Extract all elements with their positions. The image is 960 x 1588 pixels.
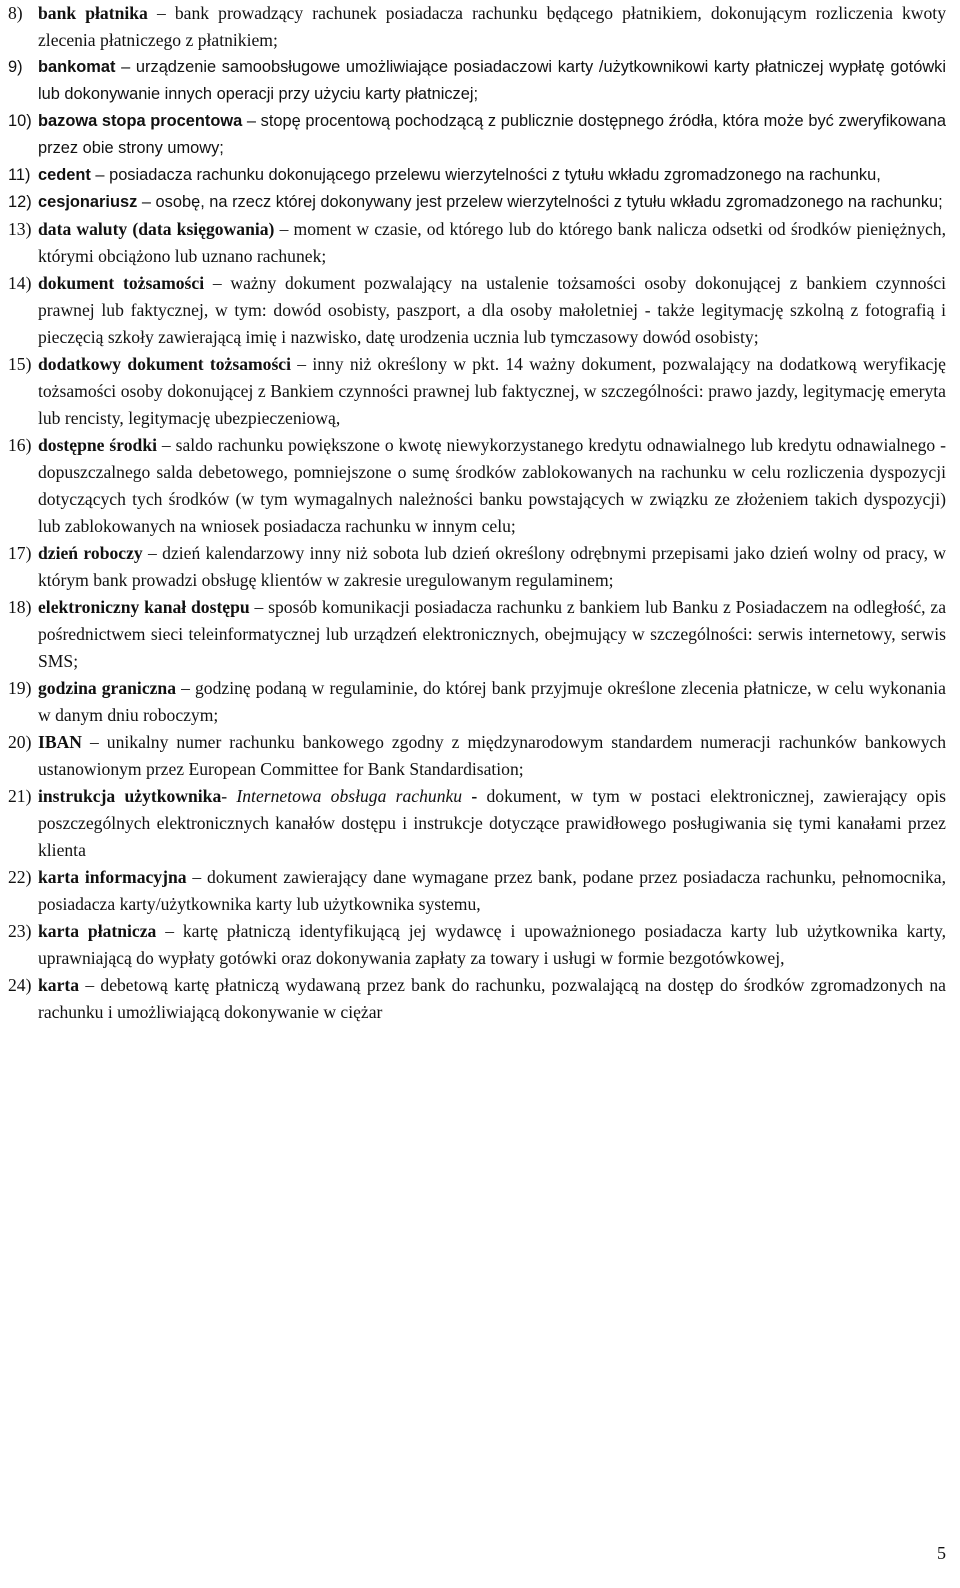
definition-term: elektroniczny kanał dostępu	[38, 597, 250, 617]
definition-text: inny niż określony w pkt. 14 ważny dokument, pozwalający na dodatkową weryfikację tożsamości osoby dokonującej z Bankiem czynności prawnej lub faktycznej, w szczególności: prawo jazdy, legitymację emeryta lub rencisty, legitymację ubezpieczeniową,	[38, 354, 946, 428]
item-number: 17)	[8, 543, 32, 563]
item-number: 11)	[8, 166, 31, 184]
definition-term: instrukcja użytkownika	[38, 786, 222, 806]
definition-item-22	[8, 864, 946, 918]
item-number: 19)	[8, 678, 32, 698]
definition-italic-title: Internetowa obsługa rachunku	[236, 786, 463, 806]
item-number: 10)	[8, 112, 32, 130]
definition-term: dostępne środki	[38, 435, 157, 455]
definition-item-19	[8, 675, 946, 729]
definition-text: unikalny numer rachunku bankowego zgodny z międzynarodowym standardem numeracji rachunków bankowych ustanowionym przez European Committee for Bank Standardisation;	[38, 732, 946, 779]
definition-text: dzień kalendarzowy inny niż sobota lub dzień określony odrębnymi przepisami jako dzień wolny od pracy, w którym bank prowadzi obsługę klientów w zakresie uregulowanym regulaminem;	[38, 543, 947, 590]
item-number: 12)	[8, 193, 32, 211]
separator: –	[82, 732, 107, 752]
definition-term: dodatkowy dokument tożsamości	[38, 354, 291, 374]
definition-item-14	[8, 270, 946, 351]
separator-bold: -	[462, 786, 487, 806]
separator: –	[242, 112, 261, 130]
definition-term: karta płatnicza	[38, 921, 157, 941]
definition-text: dokument zawierający dane wymagane przez bank, podane przez posiadacza rachunku, pełnomocnika, posiadacza karty/użytkownika karty lub użytkownika systemu,	[38, 867, 946, 914]
definition-item-9	[8, 54, 946, 108]
definition-item-12	[8, 189, 946, 216]
separator: –	[90, 166, 110, 184]
definition-term: dokument tożsamości	[38, 273, 205, 293]
separator: –	[274, 219, 294, 239]
definition-text: bank prowadzący rachunek posiadacza rachunku będącego płatnikiem, dokonującym rozliczenia kwoty zlecenia płatniczego z płatnikiem;	[38, 3, 946, 50]
definition-text: posiadacza rachunku dokonującego przelewu wierzytelności z tytułu wkładu zgromadzonego na rachunku,	[109, 166, 881, 184]
separator: –	[186, 867, 208, 887]
definition-term: data waluty (data księgowania)	[38, 219, 275, 239]
definition-item-11	[8, 162, 946, 189]
definitions-list	[8, 0, 946, 1026]
definition-item-17	[8, 540, 946, 594]
definition-item-10	[8, 108, 946, 162]
separator: –	[137, 193, 156, 211]
definition-text: moment w czasie, od którego lub do którego bank nalicza odsetki od środków pieniężnych, którymi obciążono lub uznano rachunek;	[38, 219, 946, 266]
item-number: 21)	[8, 786, 32, 806]
separator: –	[142, 543, 163, 563]
definition-text: osobę, na rzecz której dokonywany jest przelew wierzytelności z tytułu wkładu zgromadzonego na rachunku;	[155, 193, 943, 211]
item-number: 14)	[8, 273, 32, 293]
definition-term: karta	[38, 975, 80, 995]
item-number: 24)	[8, 975, 32, 995]
definition-item-20	[8, 729, 946, 783]
definition-item-13	[8, 216, 946, 270]
definition-item-23	[8, 918, 946, 972]
definition-term: bank płatnika	[38, 3, 148, 23]
separator: -	[221, 786, 237, 806]
item-number: 8)	[8, 3, 23, 23]
item-number: 18)	[8, 597, 32, 617]
separator: –	[115, 58, 136, 76]
definition-text: stopę procentową pochodzącą z publicznie dostępnego źródła, która może być zweryfikowana przez obie strony umowy;	[38, 112, 946, 157]
definition-text: kartę płatniczą identyfikującą jej wydawcę i upoważnionego posiadacza karty lub użytkownika karty, uprawniającą do wypłaty gotówki oraz dokonywania zapłaty za towary i usługi w formie bezgotówkowej,	[38, 921, 947, 968]
definition-item-16	[8, 432, 946, 540]
definition-text: sposób komunikacji posiadacza rachunku z bankiem lub Banku z Posiadaczem na odległość, za pośrednictwem sieci teleinformatycznej lub urządzeń elektronicznych, obejmujący w szczególności: serwis internetowy, serwis SMS;	[38, 597, 947, 671]
definition-text: saldo rachunku powiększone o kwotę niewykorzystanego kredytu odnawialnego lub kredytu odnawialnego - dopuszczalnego salda debetowego, pomniejszone o sumę środków zablokowanych na rachunku w celu rozliczenia dyspozycji dotyczących tych środków (w tym wymagalnych należności banku powstających w związku ze złożeniem takich dyspozycji) lub zablokowanych na wniosek posiadacza rachunku w innym celu;	[38, 435, 947, 536]
item-number: 9)	[8, 58, 23, 76]
separator: –	[204, 273, 231, 293]
item-number: 22)	[8, 867, 32, 887]
definition-item-15	[8, 351, 946, 432]
separator: –	[156, 921, 183, 941]
definition-item-18	[8, 594, 946, 675]
separator: –	[147, 3, 175, 23]
item-number: 20)	[8, 732, 32, 752]
separator: –	[291, 354, 313, 374]
separator: –	[176, 678, 195, 698]
definition-item-21	[8, 783, 946, 864]
definition-text: urządzenie samoobsługowe umożliwiające posiadaczowi karty /użytkownikowi karty płatniczej wypłatę gotówki lub dokonywanie innych operacji przy użyciu karty płatniczej;	[38, 58, 946, 103]
separator: –	[157, 435, 176, 455]
definition-term: bankomat	[38, 58, 116, 76]
item-number: 15)	[8, 354, 32, 374]
definition-text: debetową kartę płatniczą wydawaną przez bank do rachunku, pozwalającą na dostęp do środków zgromadzonych na rachunku i umożliwiającą dokonywanie w ciężar	[38, 975, 946, 1022]
item-number: 16)	[8, 435, 32, 455]
definition-term: karta informacyjna	[38, 867, 187, 887]
definition-term: IBAN	[38, 732, 82, 752]
definition-item-8	[8, 0, 946, 54]
definition-item-24	[8, 972, 946, 1026]
item-number: 13)	[8, 219, 32, 239]
definition-text: dokument, w tym w postaci elektronicznej, zawierający opis poszczególnych elektronicznych kanałów dostępu i instrukcje dotyczące prawidłowego posługiwania się tymi kanałami przez klienta	[38, 786, 946, 860]
definition-term: bazowa stopa procentowa	[38, 112, 243, 130]
item-number: 23)	[8, 921, 32, 941]
definition-term: cedent	[38, 166, 91, 184]
definition-text: ważny dokument pozwalający na ustalenie tożsamości osoby dokonującej z bankiem czynności prawnej lub faktycznej, w tym: dowód osobisty, paszport, a dla osoby małoletniej - także legitymację szkolną z fotografią i pieczęcią szkoły zawierającą imię i nazwisko, datę urodzenia ucznia lub tymczasowy dowód osobisty;	[38, 273, 947, 347]
definition-term: dzień roboczy	[38, 543, 143, 563]
definition-term: cesjonariusz	[38, 193, 138, 211]
page-number: 5	[937, 1543, 946, 1563]
definition-term: godzina graniczna	[38, 678, 177, 698]
definition-text: godzinę podaną w regulaminie, do której bank przyjmuje określone zlecenia płatnicze, w celu wykonania w danym dniu roboczym;	[38, 678, 946, 725]
separator: –	[79, 975, 101, 995]
separator: –	[249, 597, 269, 617]
